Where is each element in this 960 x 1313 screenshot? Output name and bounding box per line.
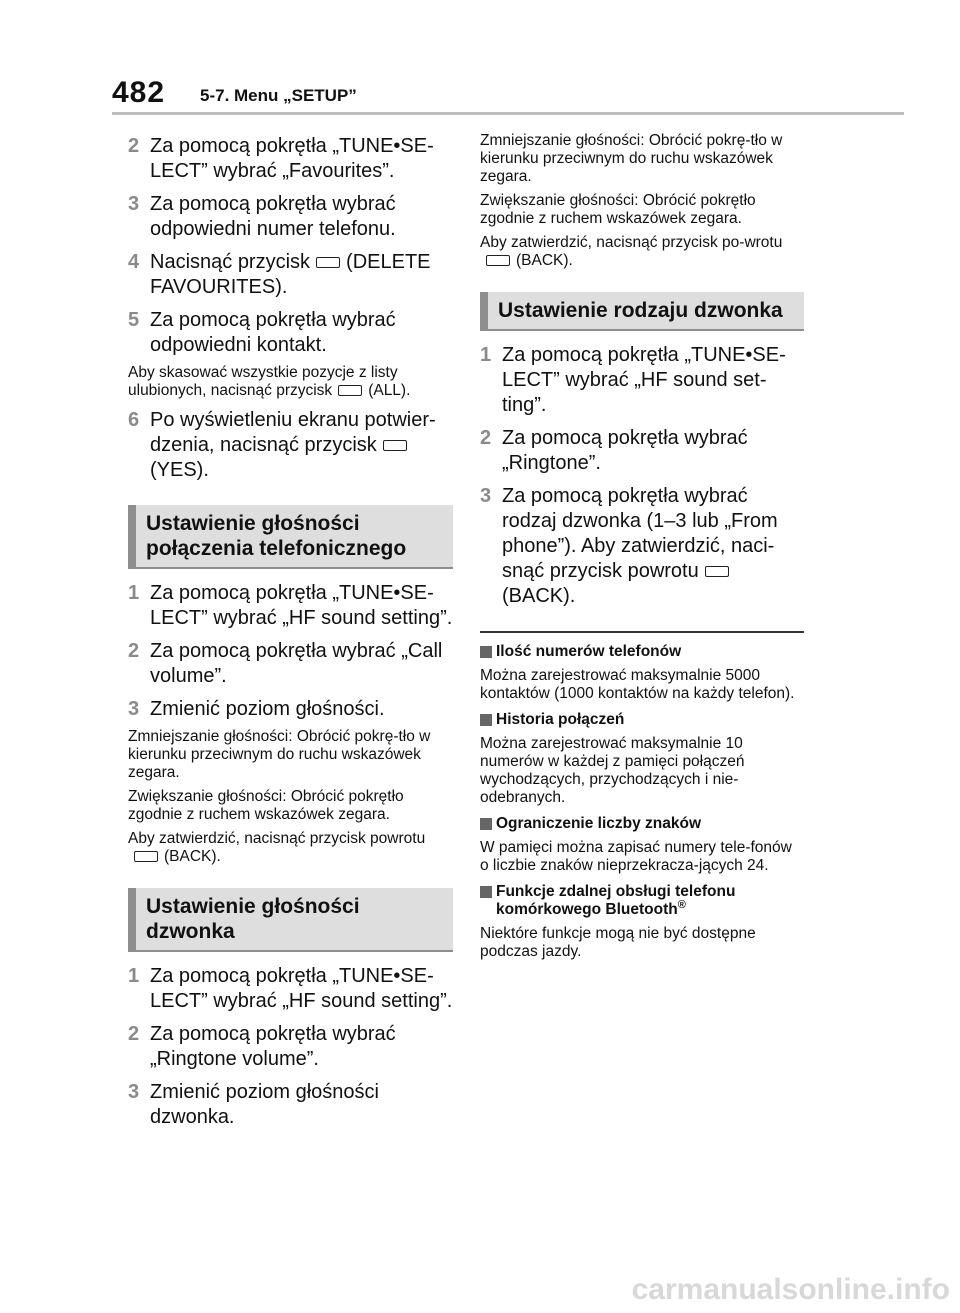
step-text-tail: (YES). (150, 459, 209, 481)
step-text: Po wyświetleniu ekranu potwier-dzenia, nacisnąć przycisk (150, 409, 436, 456)
step-number: 3 (480, 485, 492, 507)
step-3 (128, 192, 453, 242)
heading-ringtone-type: Ustawienie rodzaju dzwonka (480, 292, 804, 331)
square-bullet-icon (480, 818, 492, 830)
info-text-contacts: Można zarejestrować maksymalnie 5000 kontaktów (1000 kontaktów na każdy telefon). (480, 666, 795, 702)
info-title-history: Historia połączeń (480, 711, 804, 729)
step-text: Za pomocą pokrętła wybrać „Ringtone”. (502, 427, 748, 474)
button-icon (486, 255, 510, 266)
heading-call-volume: Ustawienie głośności połączenia telefonicznego (128, 505, 453, 569)
button-icon (383, 440, 407, 451)
type-step-1 (480, 343, 804, 418)
step-text: Za pomocą pokrętła wybrać „Call volume”. (150, 640, 443, 687)
note-confirm: Aby zatwierdzić, nacisnąć przycisk powrotu(BACK). (128, 830, 426, 865)
heading-ringtone-volume: Ustawienie głośności dzwonka (128, 888, 453, 952)
square-bullet-icon (480, 886, 492, 898)
info-title-bluetooth: Funkcje zdalnej obsługi telefonu komórkowego Bluetooth® (480, 883, 804, 919)
note-delete-all: Aby skasować wszystkie pozycje z listy ulubionych, nacisnąć przycisk (ALL). (128, 364, 411, 399)
step-text: Za pomocą pokrętła wybrać odpowiedni numer telefonu. (150, 193, 396, 240)
step-text-tail: (BACK). (502, 585, 576, 607)
page-number: 482 (112, 76, 166, 109)
left-column (128, 126, 453, 1130)
step-text: Za pomocą pokrętła „TUNE•SE-LECT” wybrać „HF sound setting”. (150, 582, 453, 629)
right-column (480, 126, 804, 961)
button-icon (134, 851, 158, 862)
step-text: Za pomocą pokrętła „TUNE•SE-LECT” wybrać „HF sound set-ting”. (502, 344, 786, 416)
page-header (0, 0, 960, 120)
note-decrease: Zmniejszanie głośności: Obrócić pokrę-tło w kierunku przeciwnym do ruchu wskazówek zegara. (480, 132, 783, 185)
step-number: 3 (128, 193, 140, 215)
info-title-contacts: Ilość numerów telefonów (480, 643, 804, 661)
step-6 (128, 408, 453, 483)
note-increase: Zwiększanie głośności: Obrócić pokrętło zgodnie z ruchem wskazówek zegara. (480, 192, 756, 227)
step-number: 2 (480, 427, 492, 449)
type-step-3 (480, 484, 804, 609)
call-step-3 (128, 697, 453, 722)
square-bullet-icon (480, 646, 492, 658)
step-number: 5 (128, 309, 140, 331)
type-step-2 (480, 426, 804, 476)
step-number: 2 (128, 135, 140, 157)
ring-step-2 (128, 1022, 453, 1072)
note-decrease: Zmniejszanie głośności: Obrócić pokrę-tło w kierunku przeciwnym do ruchu wskazówek zegara. (128, 728, 431, 781)
step-4 (128, 250, 453, 300)
step-text: Nacisnąć przycisk (150, 251, 311, 273)
step-number: 2 (128, 640, 140, 662)
step-number: 2 (128, 1023, 140, 1045)
step-2 (128, 134, 453, 184)
info-text-bluetooth: Niektóre funkcje mogą nie być dostępne podczas jazdy. (480, 924, 756, 960)
header-rule (112, 112, 904, 115)
step-number: 1 (128, 582, 140, 604)
step-text: Za pomocą pokrętła „TUNE•SE-LECT” wybrać „Favourites”. (150, 135, 434, 182)
ring-step-3 (128, 1080, 453, 1130)
step-number: 3 (128, 698, 140, 720)
note-increase: Zwiększanie głośności: Obrócić pokrętło zgodnie z ruchem wskazówek zegara. (128, 788, 404, 823)
call-step-2 (128, 639, 453, 689)
step-number: 1 (480, 344, 492, 366)
section-divider (480, 631, 804, 633)
info-title-characters: Ograniczenie liczby znaków (480, 815, 804, 833)
step-text: Za pomocą pokrętła wybrać odpowiedni kontakt. (150, 309, 396, 356)
button-icon (338, 385, 362, 396)
step-text: Zmienić poziom głośności dzwonka. (150, 1081, 379, 1128)
step-5 (128, 308, 453, 358)
step-number: 3 (128, 1081, 140, 1103)
step-number: 4 (128, 251, 140, 273)
info-text-characters: W pamięci można zapisać numery tele-fonów o liczbie znaków nieprzekracza-jących 24. (480, 838, 792, 874)
call-step-1 (128, 581, 453, 631)
step-text: Za pomocą pokrętła wybrać „Ringtone volume”. (150, 1023, 396, 1070)
button-icon (705, 566, 729, 577)
ring-step-1 (128, 964, 453, 1014)
step-number: 1 (128, 965, 140, 987)
section-title: 5-7. Menu „SETUP” (200, 86, 357, 105)
info-text-history: Można zarejestrować maksymalnie 10 numerów w każdej z pamięci połączeń wychodzących, przychodzących i nie-odebranych. (480, 734, 745, 806)
registered-mark: ® (677, 898, 686, 911)
square-bullet-icon (480, 714, 492, 726)
button-icon (316, 257, 340, 268)
step-text: Za pomocą pokrętła „TUNE•SE-LECT” wybrać „HF sound setting”. (150, 965, 453, 1012)
step-text: Zmienić poziom głośności. (150, 698, 385, 720)
step-text-tail: (DELETE FAVOURITES). (150, 251, 431, 298)
note-confirm: Aby zatwierdzić, nacisnąć przycisk po-wrotu(BACK). (480, 234, 783, 269)
step-text: Za pomocą pokrętła wybrać rodzaj dzwonka (1–3 lub „From phone”). Aby zatwierdzić, naci-snąć przycisk powrotu (502, 485, 778, 582)
step-number: 6 (128, 409, 140, 431)
watermark: carmanualsonline.info (631, 1273, 950, 1306)
